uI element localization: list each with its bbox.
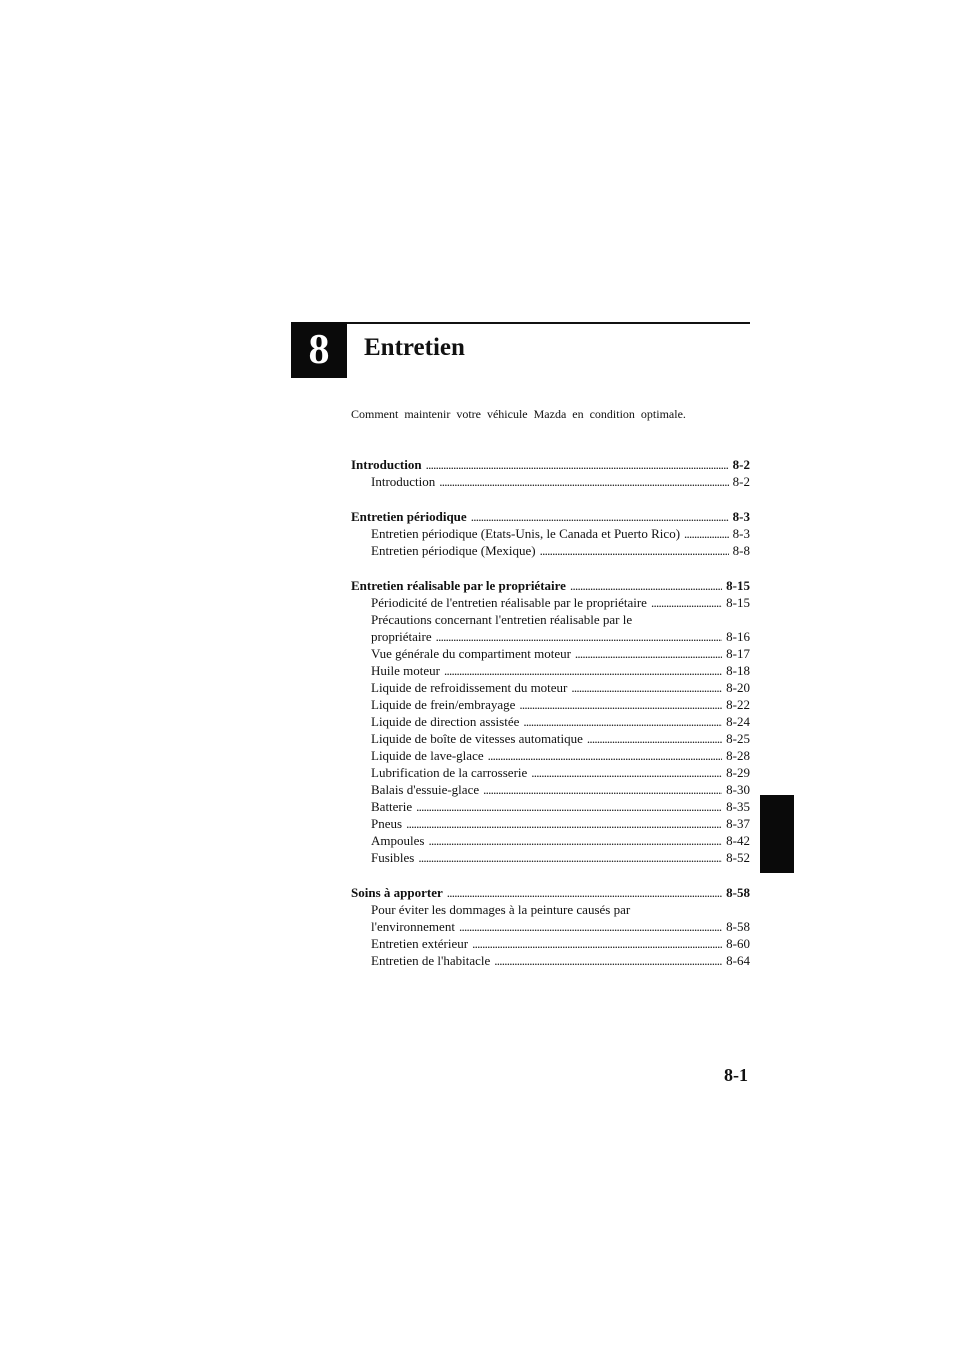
toc-leader-dots xyxy=(483,781,722,798)
toc-entry-page: 8-16 xyxy=(726,629,750,644)
toc-leader-dots xyxy=(418,849,722,866)
toc-heading-page: 8-3 xyxy=(732,509,750,524)
toc-section-heading[interactable] xyxy=(351,884,750,901)
toc-entry-label: Vue générale du compartiment moteur xyxy=(371,646,571,661)
toc-entry-page: 8-20 xyxy=(726,680,750,695)
toc-entry-label: Entretien extérieur xyxy=(371,936,469,951)
toc-entry-label: Précautions concernant l'entretien réalisable par le xyxy=(371,612,633,627)
toc-entry-label: Balais d'essuie-glace xyxy=(371,782,480,797)
chapter-side-tab xyxy=(760,795,794,873)
chapter-number: 8 xyxy=(308,327,330,373)
toc-leader-dots xyxy=(428,832,722,849)
toc-leader-dots xyxy=(531,764,722,781)
toc-leader-dots xyxy=(575,645,722,662)
toc-entry-line xyxy=(351,901,750,918)
toc-leader-dots xyxy=(436,628,723,645)
toc-leader-dots xyxy=(570,577,722,594)
toc-section xyxy=(351,508,750,559)
toc-entry-label: Liquide de refroidissement du moteur xyxy=(371,680,568,695)
toc-entry-label: Batterie xyxy=(371,799,413,814)
toc-heading-page: 8-58 xyxy=(726,885,750,900)
toc-section xyxy=(351,884,750,969)
toc-entry[interactable] xyxy=(351,935,750,952)
toc-entry-label: l'environnement xyxy=(371,919,455,934)
toc-entry-label: Pneus xyxy=(371,816,403,831)
toc-leader-dots xyxy=(488,747,723,764)
toc-leader-dots xyxy=(651,594,722,611)
page-number: 8-1 xyxy=(724,1065,748,1085)
toc-entry-page: 8-24 xyxy=(726,714,750,729)
toc-entry-page: 8-52 xyxy=(726,850,750,865)
table-of-contents xyxy=(351,456,750,987)
toc-entry[interactable] xyxy=(351,747,750,764)
toc-leader-dots xyxy=(472,935,722,952)
toc-entry-page: 8-17 xyxy=(726,646,750,661)
toc-entry-label: Ampoules xyxy=(371,833,425,848)
toc-entry-page: 8-37 xyxy=(726,816,750,831)
toc-leader-dots xyxy=(494,952,722,969)
toc-entry[interactable] xyxy=(351,798,750,815)
toc-entry[interactable] xyxy=(351,764,750,781)
chapter-number-box xyxy=(291,322,347,378)
toc-entry-label: Périodicité de l'entretien réalisable par le propriétaire xyxy=(371,595,647,610)
toc-leader-dots xyxy=(684,525,729,542)
toc-entry-page: 8-35 xyxy=(726,799,750,814)
toc-entry-page: 8-3 xyxy=(732,526,750,541)
toc-entry[interactable] xyxy=(351,662,750,679)
toc-entry-label: Liquide de direction assistée xyxy=(371,714,520,729)
toc-entry-page: 8-18 xyxy=(726,663,750,678)
toc-entry-label: Huile moteur xyxy=(371,663,440,678)
toc-entry-page: 8-58 xyxy=(726,919,750,934)
toc-entry-page: 8-28 xyxy=(726,748,750,763)
toc-heading-label: Soins à apporter xyxy=(351,885,443,900)
toc-entry-page: 8-25 xyxy=(726,731,750,746)
toc-leader-dots xyxy=(447,884,722,901)
toc-entry-page: 8-8 xyxy=(732,543,750,558)
toc-entry-label: Liquide de boîte de vitesses automatique xyxy=(371,731,583,746)
toc-entry[interactable] xyxy=(351,679,750,696)
toc-entry[interactable] xyxy=(351,473,750,490)
toc-entry[interactable] xyxy=(351,594,750,611)
toc-leader-dots xyxy=(406,815,722,832)
toc-entry[interactable] xyxy=(351,832,750,849)
toc-heading-label: Entretien réalisable par le propriétaire xyxy=(351,578,566,593)
chapter-subtitle: Comment maintenir votre véhicule Mazda en condition optimale. xyxy=(351,407,686,421)
toc-entry-line xyxy=(351,611,750,628)
toc-leader-dots xyxy=(519,696,722,713)
toc-entry-label: Entretien périodique (Mexique) xyxy=(371,543,536,558)
toc-entry[interactable] xyxy=(351,781,750,798)
toc-entry[interactable] xyxy=(351,730,750,747)
toc-entry[interactable] xyxy=(351,849,750,866)
toc-entry-page: 8-60 xyxy=(726,936,750,951)
toc-entry[interactable] xyxy=(351,542,750,559)
toc-entry-page: 8-64 xyxy=(726,953,750,968)
toc-entry-page: 8-29 xyxy=(726,765,750,780)
toc-entry[interactable] xyxy=(351,628,750,645)
toc-entry[interactable] xyxy=(351,952,750,969)
toc-entry[interactable] xyxy=(351,645,750,662)
toc-entry[interactable] xyxy=(351,696,750,713)
toc-entry-label: Entretien de l'habitacle xyxy=(371,953,491,968)
chapter-title: Entretien xyxy=(364,334,465,361)
toc-leader-dots xyxy=(540,542,729,559)
toc-section-heading[interactable] xyxy=(351,456,750,473)
toc-section-heading[interactable] xyxy=(351,508,750,525)
toc-entry-page: 8-15 xyxy=(726,595,750,610)
title-rule xyxy=(347,322,750,324)
toc-entry[interactable] xyxy=(351,815,750,832)
toc-entry-label: Lubrification de la carrosserie xyxy=(371,765,528,780)
toc-heading-page: 8-2 xyxy=(732,457,750,472)
toc-heading-label: Introduction xyxy=(351,457,422,472)
toc-entry-page: 8-2 xyxy=(732,474,750,489)
toc-heading-page: 8-15 xyxy=(726,578,750,593)
toc-entry-label: Liquide de lave-glace xyxy=(371,748,484,763)
toc-leader-dots xyxy=(444,662,722,679)
toc-leader-dots xyxy=(571,679,722,696)
toc-leader-dots xyxy=(416,798,722,815)
toc-entry-label: Introduction xyxy=(371,474,436,489)
toc-entry-label: Fusibles xyxy=(371,850,415,865)
toc-leader-dots xyxy=(471,508,729,525)
toc-entry-label: Entretien périodique (Etats-Unis, le Canada et Puerto Rico) xyxy=(371,526,681,541)
toc-leader-dots xyxy=(426,456,729,473)
toc-heading-label: Entretien périodique xyxy=(351,509,467,524)
toc-entry[interactable] xyxy=(351,918,750,935)
toc-leader-dots xyxy=(587,730,722,747)
toc-section-heading[interactable] xyxy=(351,577,750,594)
toc-section xyxy=(351,456,750,490)
toc-leader-dots xyxy=(439,473,728,490)
toc-entry[interactable] xyxy=(351,713,750,730)
toc-entry-page: 8-22 xyxy=(726,697,750,712)
toc-entry-page: 8-42 xyxy=(726,833,750,848)
toc-leader-dots xyxy=(459,918,722,935)
toc-section xyxy=(351,577,750,866)
toc-entry-label: propriétaire xyxy=(371,629,432,644)
toc-leader-dots xyxy=(523,713,722,730)
toc-entry-label: Pour éviter les dommages à la peinture causés par xyxy=(371,902,631,917)
toc-entry-label: Liquide de frein/embrayage xyxy=(371,697,516,712)
toc-entry[interactable] xyxy=(351,525,750,542)
toc-entry-page: 8-30 xyxy=(726,782,750,797)
